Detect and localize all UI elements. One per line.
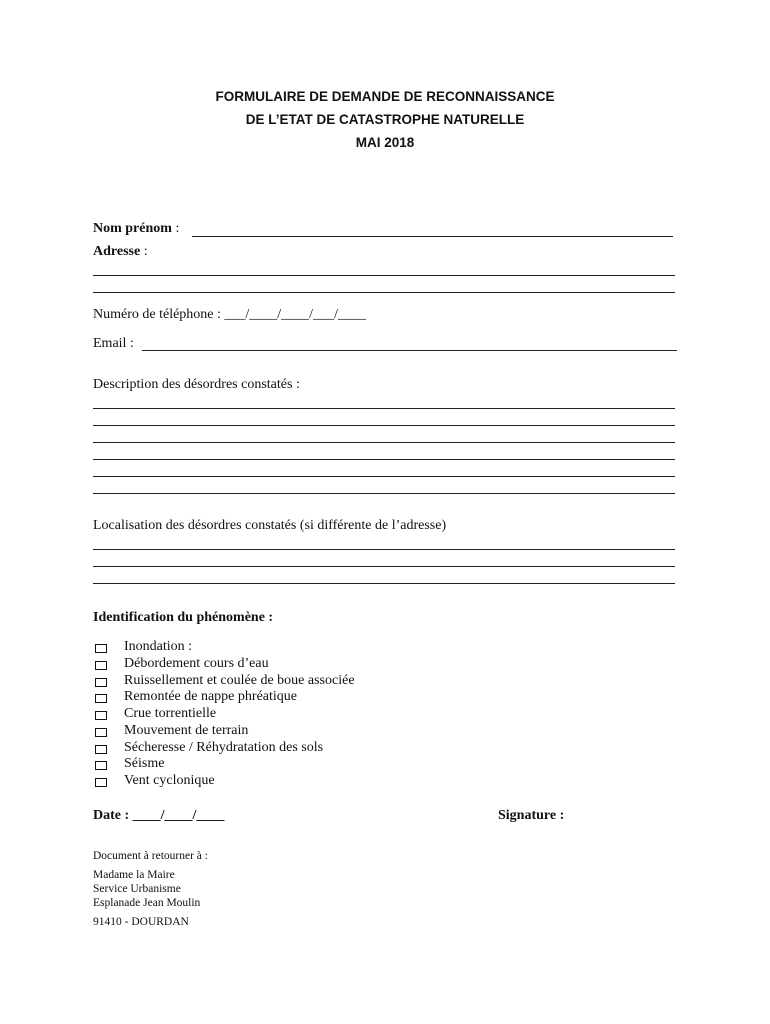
nom-prenom-field[interactable]	[192, 236, 673, 237]
ruissellement-label: Ruissellement et coulée de boue associée	[124, 673, 355, 688]
telephone-field[interactable]: Numéro de téléphone : ___/____/____/___/____	[93, 307, 366, 322]
vent-cyclonique-checkbox[interactable]	[95, 778, 107, 787]
address-city: 91410 - DOURDAN	[93, 916, 189, 928]
ruissellement-checkbox[interactable]	[95, 678, 107, 687]
adresse-separator: :	[140, 244, 148, 259]
nom-prenom-label	[93, 221, 179, 237]
remontee-nappe-checkbox[interactable]	[95, 694, 107, 703]
remontee-nappe-label: Remontée de nappe phréatique	[124, 689, 297, 704]
address-line-1: Madame la Maire	[93, 869, 175, 881]
localisation-label: Localisation des désordres constatés (si différente de l’adresse)	[93, 518, 447, 533]
mouvement-terrain-label: Mouvement de terrain	[124, 723, 249, 738]
description-field-line-3[interactable]	[93, 442, 675, 443]
phenomene-heading: Identification du phénomène :	[93, 610, 274, 625]
seisme-checkbox[interactable]	[95, 761, 107, 770]
adresse-label	[93, 244, 148, 260]
secheresse-label: Sécheresse / Réhydratation des sols	[124, 740, 324, 755]
description-field-line-4[interactable]	[93, 459, 675, 460]
crue-torrentielle-label: Crue torrentielle	[124, 706, 217, 721]
description-field-line-5[interactable]	[93, 476, 675, 477]
nom-prenom-label-text: Nom prénom	[93, 221, 172, 236]
description-field-line-1[interactable]	[93, 408, 675, 409]
inondation-label: Inondation :	[124, 639, 193, 654]
mouvement-terrain-checkbox[interactable]	[95, 728, 107, 737]
form-title-line-2: DE L’ETAT DE CATASTROPHE NATURELLE	[245, 112, 525, 127]
adresse-field-line-1[interactable]	[93, 275, 675, 276]
debordement-checkbox[interactable]	[95, 661, 107, 670]
description-label: Description des désordres constatés :	[93, 377, 300, 392]
date-field[interactable]: Date : ____/____/____	[93, 808, 225, 823]
address-line-3: Esplanade Jean Moulin	[93, 897, 201, 909]
nom-prenom-separator: :	[171, 221, 180, 236]
vent-cyclonique-label: Vent cyclonique	[124, 773, 215, 788]
retour-label: Document à retourner à :	[93, 850, 208, 862]
adresse-label-text: Adresse	[93, 244, 141, 259]
crue-torrentielle-checkbox[interactable]	[95, 711, 107, 720]
localisation-field-line-1[interactable]	[93, 549, 675, 550]
debordement-label: Débordement cours d’eau	[124, 656, 269, 671]
email-label: Email :	[93, 336, 134, 351]
form-date-title: MAI 2018	[355, 135, 415, 150]
description-field-line-2[interactable]	[93, 425, 675, 426]
description-field-line-6[interactable]	[93, 493, 675, 494]
email-field[interactable]	[142, 350, 677, 351]
seisme-label: Séisme	[124, 756, 165, 771]
signature-label: Signature :	[498, 808, 565, 823]
address-line-2: Service Urbanisme	[93, 883, 181, 895]
localisation-field-line-3[interactable]	[93, 583, 675, 584]
secheresse-checkbox[interactable]	[95, 745, 107, 754]
adresse-field-line-2[interactable]	[93, 292, 675, 293]
localisation-field-line-2[interactable]	[93, 566, 675, 567]
inondation-checkbox[interactable]	[95, 644, 107, 653]
form-title-line-1: FORMULAIRE DE DEMANDE DE RECONNAISSANCE	[215, 89, 555, 104]
